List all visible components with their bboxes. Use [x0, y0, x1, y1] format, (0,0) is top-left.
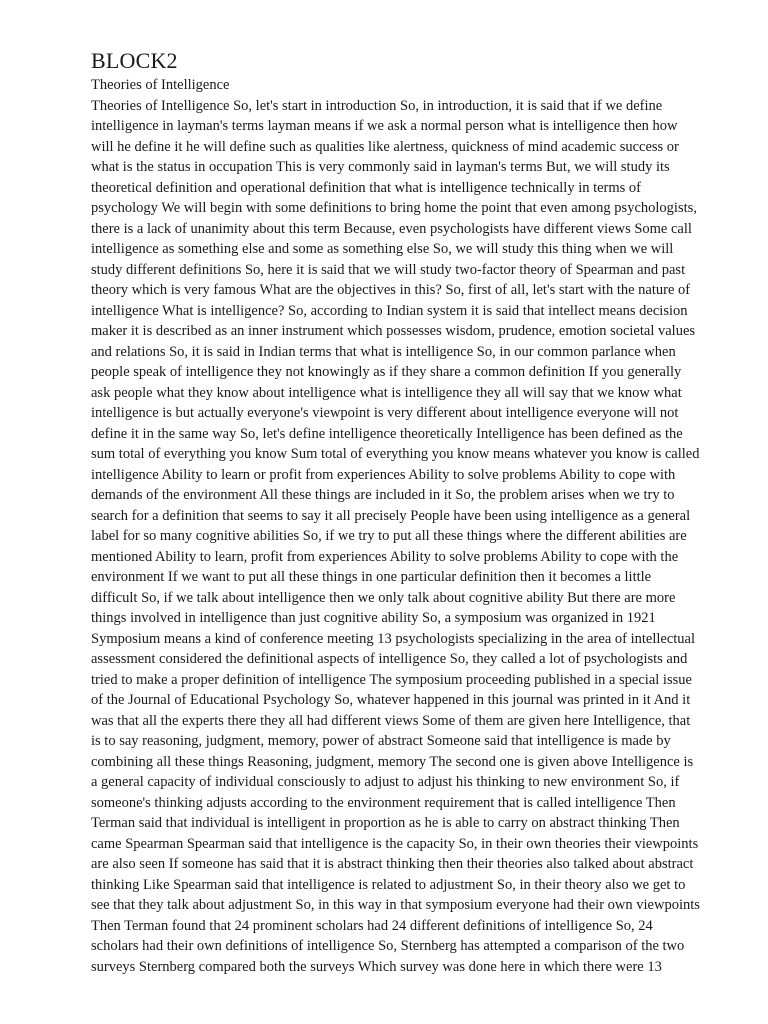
document-page	[91, 48, 731, 977]
body-text-line: mentioned Ability to learn, profit from experiences Ability to solve problems Ability to cope with the	[91, 548, 679, 565]
block-heading: BLOCK2	[91, 48, 178, 73]
body-text-line: label for so many cognitive abilities So, if we try to put all these things where the different abilities are	[91, 528, 687, 544]
body-text-line: Symposium means a kind of conference meeting 13 psychologists specializing in the area of intellectual	[91, 630, 695, 647]
body-text-line: maker it is described as an inner instrument which possesses wisdom, prudence, emotion societal values	[91, 323, 696, 339]
body-paragraph	[91, 96, 731, 978]
body-text-line: tried to make a proper definition of intelligence The symposium proceeding published in a special issue	[91, 671, 692, 688]
body-text-line: study different definitions So, here it is said that we will study two-factor theory of Spearman and past	[91, 261, 686, 278]
body-text-line: intelligence as something else and some as something else So, we will study this thing when we will	[91, 241, 674, 257]
body-text-line: of the Journal of Educational Psychology So, whatever happened in this journal was printed in it And it	[91, 692, 691, 708]
body-text-line: thinking Like Spearman said that intelligence is related to adjustment So, in their theory also we get to	[91, 876, 686, 893]
body-text-line: psychology We will begin with some definitions to bring home the point that even among psychologists,	[91, 200, 697, 216]
body-text-line: a general capacity of individual consciously to adjust to adjust his thinking to new environment So, if	[91, 774, 680, 790]
body-text-line: are also seen If someone has said that it is abstract thinking then their theories also talked about abstract	[91, 856, 694, 872]
body-text-line: see that they talk about adjustment So, in this way in that symposium everyone had their own viewpoints	[91, 897, 700, 913]
body-text-line: Terman said that individual is intelligent in proportion as he is able to carry on abstract thinking Then	[91, 815, 680, 831]
body-text-line: search for a definition that seems to say it all precisely People have been using intelligence as a general	[91, 507, 691, 524]
body-text-line: Then Terman found that 24 prominent scholars had 24 different definitions of intelligence So, 24	[91, 917, 653, 934]
body-text-line: what is the status in occupation This is very commonly said in layman's terms But, we will study its	[91, 159, 670, 175]
section-subtitle: Theories of Intelligence	[91, 77, 230, 93]
body-text-line: environment If we want to put all these things in one particular definition then it becomes a little	[91, 569, 652, 585]
body-text-line: intelligence What is intelligence? So, according to Indian system it is said that intellect means decision	[91, 302, 688, 319]
body-text-line: and relations So, it is said in Indian terms that what is intelligence So, in our common parlance when	[91, 343, 676, 360]
body-text-line: theoretical definition and operational definition that what is intelligence technically in terms of	[91, 179, 642, 196]
body-text-line: combining all these things Reasoning, judgment, memory The second one is given above Intelligence is	[91, 753, 694, 770]
body-text-line: theory which is very famous What are the objectives in this? So, first of all, let's start with the nature of	[91, 282, 691, 298]
body-text-line: assessment considered the definitional aspects of intelligence So, they called a lot of psychologists and	[91, 651, 688, 667]
body-text-line: things involved in intelligence than just cognitive ability So, a symposium was organized in 1921	[91, 610, 656, 626]
body-text-line: sum total of everything you know Sum total of everything you know means whatever you know is called	[91, 446, 700, 462]
body-text-line: demands of the environment All these things are included in it So, the problem arises when we try to	[91, 487, 675, 503]
body-text-line: difficult So, if we talk about intelligence then we only talk about cognitive ability But there are more	[91, 589, 676, 606]
body-text-line: there is a lack of unanimity about this term Because, even psychologists have different views Some call	[91, 220, 692, 237]
body-text-line: intelligence Ability to learn or profit from experiences Ability to solve problems Ability to cope with	[91, 466, 676, 483]
body-text-line: is to say reasoning, judgment, memory, power of abstract Someone said that intelligence is made by	[91, 733, 671, 749]
body-text-line: came Spearman Spearman said that intelligence is the capacity So, in their own theories their viewpoints	[91, 835, 699, 852]
body-text-line: define it in the same way So, let's define intelligence theoretically Intelligence has been defined as the	[91, 425, 683, 442]
body-text-line: intelligence in layman's terms layman means if we ask a normal person what is intelligence then how	[91, 118, 678, 134]
body-text-line: intelligence is but actually everyone's viewpoint is very different about intelligence everyone will not	[91, 405, 679, 421]
body-text-line: people speak of intelligence they not knowingly as if they share a common definition If you generally	[91, 364, 682, 380]
body-text-line: surveys Sternberg compared both the surveys Which survey was done here in which there were 13	[91, 958, 662, 975]
body-text-line: Theories of Intelligence So, let's start in introduction So, in introduction, it is said that if we define	[91, 97, 663, 114]
body-text-line: ask people what they know about intelligence what is intelligence they all will say that we know what	[91, 384, 682, 401]
body-text-line: someone's thinking adjusts according to the environment requirement that is called intelligence Then	[91, 794, 676, 811]
body-text-line: was that all the experts there they all had different views Some of them are given here Intelligence, that	[91, 712, 691, 729]
body-text-line: will he define it he will define such as qualities like alertness, quickness of mind academic success or	[91, 138, 679, 155]
body-text-line: scholars had their own definitions of intelligence So, Sternberg has attempted a comparison of the two	[91, 938, 685, 954]
